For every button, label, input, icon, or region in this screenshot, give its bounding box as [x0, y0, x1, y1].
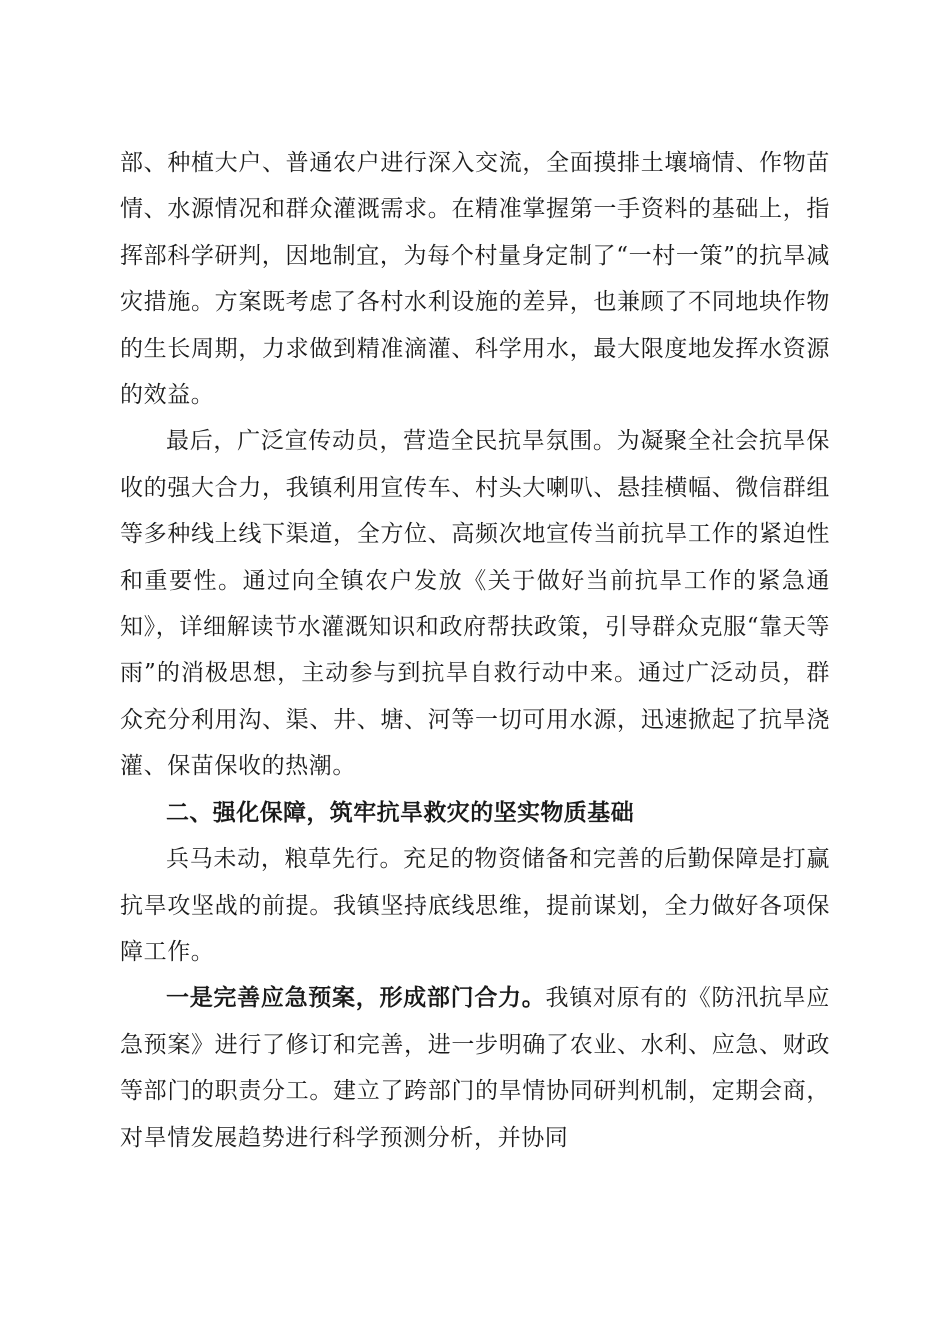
paragraph-body-text: 我镇对原有的《防汛抗旱应急预案》进行了修订和完善，进一步明确了农业、水利、应急、财政等部门的职责分工。建立了跨部门的旱情协同研判机制，定期会商，对旱情发展趋势进行科学预测分析，并协同	[120, 985, 830, 1151]
paragraph-publicity: 最后，广泛宣传动员，营造全民抗旱氛围。为凝聚全社会抗旱保收的强大合力，我镇利用宣传车、村头大喇叭、悬挂横幅、微信群组等多种线上线下渠道，全方位、高频次地宣传当前抗旱工作的紧迫性和重要性。通过向全镇农户发放《关于做好当前抗旱工作的紧急通知》，详细解读节水灌溉知识和政府帮扶政策，引导群众克服“靠天等雨”的消极思想，主动参与到抗旱自救行动中来。通过广泛动员，群众充分利用沟、渠、井、塘、河等一切可用水源，迅速掀起了抗旱浇灌、保苗保收的热潮。	[120, 428, 830, 780]
paragraph-continuation: 部、种植大户、普通农户进行深入交流，全面摸排土壤墒情、作物苗情、水源情况和群众灌溉需求。在精准掌握第一手资料的基础上，指挥部科学研判，因地制宜，为每个村量身定制了“一村一策”的抗旱减灾措施。方案既考虑了各村水利设施的差异，也兼顾了不同地块作物的生长周期，力求做到精准滴灌、科学用水，最大限度地发挥水资源的效益。	[120, 150, 830, 409]
section-heading-2: 二、强化保障，筑牢抗旱救灾的坚实物质基础	[166, 799, 634, 826]
paragraph-lead-text: 一是完善应急预案，形成部门合力。	[166, 985, 546, 1012]
document-body	[120, 140, 830, 1161]
paragraph-supplies-intro: 兵马未动，粮草先行。充足的物资储备和完善的后勤保障是打赢抗旱攻坚战的前提。我镇坚持底线思维，提前谋划，全力做好各项保障工作。	[120, 846, 830, 965]
paragraph-emergency-plan	[120, 975, 830, 1161]
